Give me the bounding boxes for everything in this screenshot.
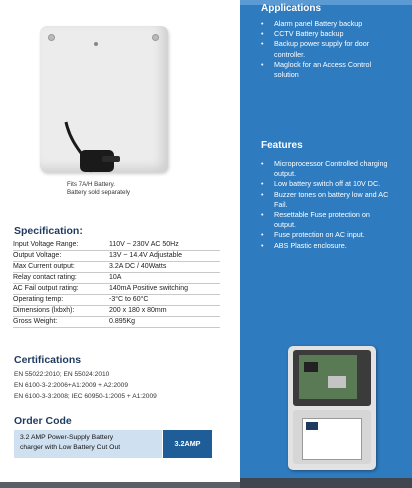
spec-value: -3°C to 60°C [109, 296, 149, 303]
spec-value: 0.895Kg [109, 318, 136, 325]
spec-row [13, 317, 220, 328]
bullet-icon: • [261, 210, 264, 220]
list-item [261, 60, 396, 80]
list-item-text: Buzzer tones on battery low and AC Fail. [274, 189, 389, 209]
spec-row [13, 306, 220, 317]
power-cable-icon [62, 120, 132, 180]
spec-label: Input Voltage Range: [13, 241, 79, 248]
order-description-line: charger with Low Battery Cut Out [20, 444, 121, 451]
certification-line: EN 6100-3-2:2006+A1:2009 + A2:2009 [14, 382, 129, 389]
list-item [261, 39, 396, 59]
order-description [14, 430, 162, 458]
screw-icon [152, 34, 159, 41]
indicator-led [94, 42, 98, 46]
list-item [261, 19, 396, 29]
spec-value: 3.2A DC / 40Watts [109, 263, 167, 270]
certification-line: EN 55022:2010; EN 55024:2010 [14, 371, 110, 378]
caption-line: Battery sold separately [67, 189, 130, 196]
spec-value: 200 x 180 x 80mm [109, 307, 167, 314]
list-item-text: Backup power supply for door controller. [274, 39, 370, 59]
bullet-icon: • [261, 179, 264, 189]
spec-value: 10A [109, 274, 122, 281]
list-item-text: ABS Plastic enclosure. [274, 240, 347, 250]
bullet-icon: • [261, 29, 264, 39]
screw-icon [48, 34, 55, 41]
order-description-line: 3.2 AMP Power-Supply Battery [20, 434, 114, 441]
right-column [240, 0, 412, 488]
footer-band [0, 482, 240, 488]
spec-label: Relay contact rating: [13, 274, 77, 281]
list-item-text: Microprocessor Controlled charging output. [274, 159, 388, 179]
features-list [261, 159, 389, 251]
list-item [261, 210, 389, 230]
list-item-text: Fuse protection on AC input. [274, 230, 365, 240]
bullet-icon: • [261, 230, 264, 240]
list-item [261, 29, 396, 39]
list-item-text: Alarm panel Battery backup [274, 19, 363, 28]
bullet-icon: • [261, 59, 264, 69]
features-heading: Features [261, 140, 303, 151]
list-item-text: Low battery switch off at 10V DC. [274, 179, 381, 189]
specification-table [13, 240, 220, 328]
spec-label: Gross Weight: [13, 318, 58, 325]
footer-band [240, 478, 412, 488]
certifications-list [14, 369, 157, 402]
spec-row [13, 251, 220, 262]
list-item [261, 241, 389, 251]
order-code-heading: Order Code [14, 415, 72, 427]
bullet-icon: • [261, 19, 264, 28]
spec-row [13, 295, 220, 306]
spec-label: Operating temp: [13, 296, 64, 303]
applications-heading: Applications [261, 3, 322, 14]
bullet-icon: • [261, 189, 264, 199]
bullet-icon: • [261, 39, 264, 49]
list-item [261, 179, 389, 189]
spec-label: Max Current output: [13, 263, 75, 270]
spec-value: 140mA Positive switching [109, 285, 188, 292]
spec-row [13, 284, 220, 295]
certifications-heading: Certifications [14, 354, 82, 366]
product-photo-internal-board [288, 346, 376, 470]
bullet-icon: • [261, 159, 264, 168]
bullet-icon: • [261, 240, 264, 250]
list-item-text: Maglock for an Access Control solution [274, 59, 372, 80]
list-item [261, 190, 389, 210]
certification-line: EN 6100-3-3:2008; IEC 60950-1:2005 + A1:2009 [14, 393, 157, 400]
spec-label: Dimensions (lxbxh): [13, 307, 75, 314]
spec-label: AC Fail output rating: [13, 285, 79, 292]
spec-row [13, 240, 220, 251]
spec-value: 110V ~ 230V AC 50Hz [109, 241, 179, 248]
specification-heading: Specification: [14, 225, 83, 237]
product-caption [67, 181, 177, 197]
board-component [304, 362, 318, 372]
list-item [261, 230, 389, 240]
brand-logo-icon [306, 422, 318, 430]
order-code-value: 3.2AMP [163, 430, 212, 458]
list-item-text: Resettable Fuse protection on output. [274, 210, 370, 230]
spec-row [13, 273, 220, 284]
spec-row [13, 262, 220, 273]
spec-value: 13V ~ 14.4V Adjustable [109, 252, 182, 259]
board-component [328, 376, 346, 388]
list-item-text: CCTV Battery backup [274, 29, 344, 39]
applications-list [261, 19, 396, 80]
spec-label: Output Voltage: [13, 252, 62, 259]
caption-line: Fits 7A/H Battery. [67, 181, 116, 188]
list-item [261, 159, 389, 179]
